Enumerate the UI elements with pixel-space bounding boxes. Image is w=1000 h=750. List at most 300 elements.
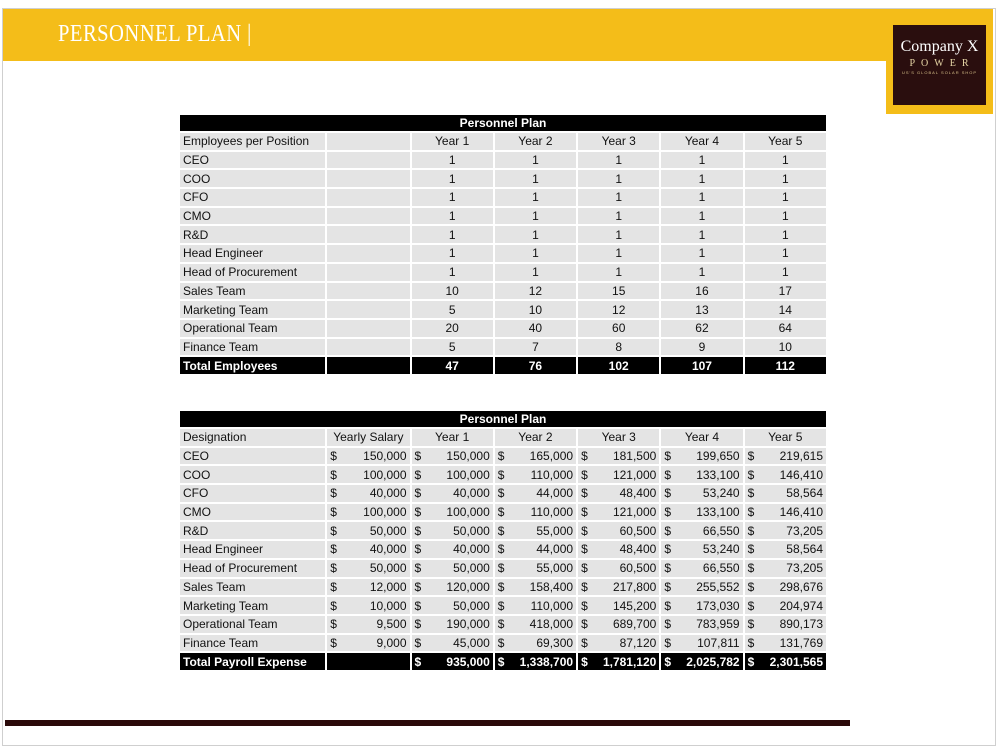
amount: 87,120 (619, 635, 657, 650)
row-label: Finance Team (180, 339, 325, 356)
amount: 158,400 (529, 579, 574, 594)
money-value (748, 486, 823, 500)
currency-symbol: $ (664, 486, 672, 501)
money-value (415, 524, 490, 538)
blank-cell (327, 170, 409, 187)
salary-cell (327, 466, 409, 483)
amount: 100,000 (446, 467, 490, 482)
header-year: Year 3 (578, 429, 659, 446)
amount: 150,000 (446, 449, 490, 464)
payroll-cell (745, 616, 826, 633)
salary-cell (327, 504, 409, 521)
payroll-cell (661, 635, 742, 652)
money-value (330, 486, 406, 500)
headcount-cell: 1 (578, 189, 659, 206)
payroll-cell (412, 448, 493, 465)
money-value (498, 655, 573, 669)
currency-symbol: $ (414, 542, 422, 557)
headcount-cell: 16 (661, 283, 742, 300)
table-row (180, 466, 826, 483)
salary-cell (327, 579, 409, 596)
header-year: Year 4 (661, 133, 742, 150)
blank-cell (327, 208, 409, 225)
table-row (180, 339, 826, 356)
amount: 53,240 (702, 542, 740, 557)
currency-symbol: $ (497, 449, 505, 464)
payroll-cell (495, 485, 576, 502)
amount: 12,000 (369, 579, 407, 594)
headcount-cell: 1 (745, 170, 826, 187)
currency-symbol: $ (581, 598, 588, 613)
blank-cell (327, 339, 409, 356)
amount: 9,000 (376, 635, 407, 650)
payroll-cell (412, 560, 493, 577)
total-cell: 102 (578, 357, 659, 374)
payroll-cell (745, 485, 826, 502)
payroll-cell (412, 466, 493, 483)
amount: 58,564 (786, 486, 823, 501)
total-label: Total Payroll Expense (180, 653, 325, 670)
currency-symbol: $ (747, 486, 755, 501)
currency-symbol: $ (497, 467, 505, 482)
payroll-cell (745, 448, 826, 465)
header-year: Year 5 (745, 133, 826, 150)
currency-symbol: $ (497, 523, 505, 538)
currency-symbol: $ (497, 561, 505, 576)
payroll-cell (578, 597, 659, 614)
currency-symbol: $ (330, 542, 337, 557)
headcount-cell: 10 (745, 339, 826, 356)
amount: 9,500 (376, 617, 407, 632)
table-title: Personnel Plan (180, 115, 826, 131)
table-row (180, 208, 826, 225)
currency-symbol: $ (330, 617, 337, 632)
currency-symbol: $ (747, 467, 755, 482)
money-value (415, 468, 490, 482)
currency-symbol: $ (330, 505, 337, 520)
amount: 60,500 (619, 561, 657, 576)
amount: 10,000 (369, 598, 407, 613)
currency-symbol: $ (414, 486, 422, 501)
amount: 50,000 (369, 561, 407, 576)
amount: 40,000 (369, 542, 407, 557)
row-label: Finance Team (180, 635, 325, 652)
headcount-cell: 12 (495, 283, 576, 300)
headcount-cell: 12 (578, 301, 659, 318)
headcount-cell: 5 (412, 301, 493, 318)
table-row (180, 448, 826, 465)
money-value (748, 542, 823, 556)
payroll-cell (745, 579, 826, 596)
headcount-cell: 1 (412, 189, 493, 206)
table-row (180, 320, 826, 337)
currency-symbol: $ (414, 523, 422, 538)
total-label: Total Employees (180, 357, 325, 374)
amount: 48,400 (619, 542, 657, 557)
money-value (581, 655, 656, 669)
money-value (498, 524, 573, 538)
money-value (664, 580, 739, 594)
amount: 110,000 (530, 467, 574, 482)
amount: 131,769 (779, 635, 823, 650)
money-value (498, 561, 573, 575)
amount: 40,000 (369, 486, 407, 501)
money-value (498, 580, 573, 594)
money-value (415, 542, 490, 556)
currency-symbol: $ (664, 598, 672, 613)
table-row (180, 301, 826, 318)
headcount-cell: 1 (412, 264, 493, 281)
payroll-cell (495, 597, 576, 614)
currency-symbol: $ (581, 654, 588, 669)
amount: 219,615 (779, 449, 823, 464)
currency-symbol: $ (497, 617, 505, 632)
amount: 1,781,120 (602, 654, 657, 669)
amount: 173,030 (696, 598, 740, 613)
payroll-cell (745, 560, 826, 577)
payroll-cell (578, 579, 659, 596)
money-value (581, 617, 656, 631)
money-value (498, 449, 573, 463)
money-value (748, 468, 823, 482)
blank-cell (327, 283, 409, 300)
currency-symbol: $ (747, 654, 755, 669)
amount: 145,200 (612, 598, 657, 613)
amount: 165,000 (529, 449, 574, 464)
money-value (748, 561, 823, 575)
amount: 44,000 (536, 542, 574, 557)
amount: 199,650 (696, 449, 740, 464)
salary-cell (327, 522, 409, 539)
payroll-cell (412, 485, 493, 502)
money-value (498, 505, 573, 519)
currency-symbol: $ (497, 598, 505, 613)
header-label: Designation (180, 429, 325, 446)
table-row (180, 579, 826, 596)
salary-cell (327, 635, 409, 652)
currency-symbol: $ (581, 542, 588, 557)
currency-symbol: $ (330, 523, 337, 538)
money-value (330, 524, 406, 538)
currency-symbol: $ (581, 449, 588, 464)
row-label: CEO (180, 448, 325, 465)
money-value (330, 449, 406, 463)
money-value (415, 505, 490, 519)
money-value (330, 599, 406, 613)
money-value (330, 561, 406, 575)
amount: 40,000 (453, 486, 490, 501)
payroll-cell (495, 541, 576, 558)
currency-symbol: $ (664, 561, 672, 576)
header-blank (327, 133, 409, 150)
currency-symbol: $ (747, 617, 755, 632)
payroll-cell (745, 635, 826, 652)
amount: 2,025,782 (686, 654, 740, 669)
headcount-cell: 1 (495, 189, 576, 206)
payroll-cell (412, 522, 493, 539)
header-year: Year 1 (412, 429, 493, 446)
money-value (664, 599, 739, 613)
headcount-cell: 1 (495, 208, 576, 225)
amount: 53,240 (702, 486, 740, 501)
money-value (664, 486, 739, 500)
headcount-cell: 1 (495, 152, 576, 169)
amount: 783,959 (696, 617, 740, 632)
company-logo (893, 25, 986, 105)
headcount-cell: 60 (578, 320, 659, 337)
payroll-cell (661, 541, 742, 558)
amount: 217,800 (612, 579, 657, 594)
money-value (581, 561, 656, 575)
headcount-cell: 1 (495, 170, 576, 187)
blank-cell (327, 357, 409, 374)
row-label: Head of Procurement (180, 560, 325, 577)
payroll-cell (495, 522, 576, 539)
headcount-cell: 64 (745, 320, 826, 337)
total-cell: 112 (745, 357, 826, 374)
amount: 107,811 (697, 635, 740, 650)
currency-symbol: $ (581, 579, 588, 594)
amount: 50,000 (453, 561, 490, 576)
currency-symbol: $ (497, 635, 505, 650)
blank-cell (327, 152, 409, 169)
payroll-cell (578, 504, 659, 521)
amount: 73,205 (786, 561, 823, 576)
row-label: Head Engineer (180, 541, 325, 558)
headcount-cell: 1 (745, 152, 826, 169)
amount: 190,000 (446, 617, 490, 632)
table-row (180, 152, 826, 169)
slide-title: PERSONNEL PLAN | (58, 21, 252, 47)
payroll-cell (412, 579, 493, 596)
headcount-cell: 62 (661, 320, 742, 337)
money-value (581, 636, 656, 650)
total-cell (661, 653, 742, 670)
currency-symbol: $ (664, 505, 672, 520)
currency-symbol: $ (581, 561, 588, 576)
payroll-cell (745, 466, 826, 483)
amount: 100,000 (363, 505, 407, 520)
payroll-cell (661, 616, 742, 633)
currency-symbol: $ (330, 598, 337, 613)
money-value (330, 580, 406, 594)
logo-tagline: US'S GLOBAL SOLAR SHOP (901, 70, 978, 75)
payroll-cell (661, 485, 742, 502)
currency-symbol: $ (664, 542, 672, 557)
payroll-cell (412, 597, 493, 614)
amount: 689,700 (612, 617, 657, 632)
currency-symbol: $ (330, 486, 337, 501)
money-value (498, 542, 573, 556)
table-row (180, 635, 826, 652)
payroll-cell (578, 448, 659, 465)
amount: 181,500 (612, 449, 657, 464)
amount: 50,000 (453, 598, 490, 613)
amount: 69,300 (536, 635, 574, 650)
money-value (415, 655, 490, 669)
currency-symbol: $ (664, 523, 672, 538)
payroll-cell (495, 504, 576, 521)
headcount-cell: 1 (412, 152, 493, 169)
total-cell: 76 (495, 357, 576, 374)
table-row (180, 170, 826, 187)
payroll-cell (578, 541, 659, 558)
row-label: Marketing Team (180, 301, 325, 318)
payroll-table (178, 409, 828, 672)
salary-cell (327, 597, 409, 614)
headcount-cell: 1 (745, 264, 826, 281)
table-row (180, 283, 826, 300)
currency-symbol: $ (414, 505, 422, 520)
payroll-cell (412, 504, 493, 521)
blank-cell (327, 245, 409, 262)
currency-symbol: $ (747, 579, 755, 594)
money-value (748, 580, 823, 594)
headcount-cell: 1 (661, 226, 742, 243)
currency-symbol: $ (581, 505, 588, 520)
total-row (180, 653, 826, 670)
headcount-cell: 1 (578, 152, 659, 169)
currency-symbol: $ (414, 617, 422, 632)
amount: 133,100 (696, 467, 740, 482)
money-value (748, 449, 823, 463)
amount: 55,000 (536, 561, 574, 576)
amount: 66,550 (702, 523, 740, 538)
blank-cell (327, 189, 409, 206)
headcount-cell: 1 (661, 245, 742, 262)
header-year: Year 3 (578, 133, 659, 150)
payroll-cell (578, 616, 659, 633)
money-value (330, 617, 406, 631)
currency-symbol: $ (581, 523, 588, 538)
amount: 1,338,700 (519, 654, 574, 669)
amount: 146,410 (779, 505, 823, 520)
money-value (415, 636, 490, 650)
currency-symbol: $ (414, 467, 422, 482)
currency-symbol: $ (414, 561, 422, 576)
money-value (581, 449, 656, 463)
money-value (581, 580, 656, 594)
amount: 55,000 (536, 523, 574, 538)
payroll-cell (495, 635, 576, 652)
payroll-cell (412, 616, 493, 633)
payroll-cell (661, 522, 742, 539)
headcount-cell: 1 (495, 245, 576, 262)
currency-symbol: $ (497, 505, 505, 520)
headcount-cell: 1 (745, 245, 826, 262)
amount: 45,000 (453, 635, 490, 650)
money-value (748, 655, 823, 669)
money-value (664, 655, 739, 669)
money-value (664, 617, 739, 631)
currency-symbol: $ (330, 561, 337, 576)
money-value (498, 486, 573, 500)
row-label: Sales Team (180, 283, 325, 300)
currency-symbol: $ (664, 654, 672, 669)
currency-symbol: $ (747, 598, 755, 613)
currency-symbol: $ (664, 579, 672, 594)
money-value (330, 505, 406, 519)
headcount-cell: 1 (661, 152, 742, 169)
money-value (664, 505, 739, 519)
headcount-cell: 1 (745, 189, 826, 206)
currency-symbol: $ (330, 467, 337, 482)
table-title-row (180, 411, 826, 427)
amount: 255,552 (696, 579, 740, 594)
money-value (581, 468, 656, 482)
headcount-cell: 1 (578, 264, 659, 281)
amount: 110,000 (530, 598, 574, 613)
row-label: R&D (180, 522, 325, 539)
currency-symbol: $ (747, 523, 755, 538)
amount: 40,000 (453, 542, 490, 557)
bottom-bar (5, 720, 850, 726)
header-label: Employees per Position (180, 133, 325, 150)
table-header-row (180, 133, 826, 150)
currency-symbol: $ (330, 449, 337, 464)
amount: 50,000 (453, 523, 490, 538)
money-value (581, 486, 656, 500)
money-value (415, 486, 490, 500)
headcount-cell: 1 (412, 170, 493, 187)
payroll-cell (578, 485, 659, 502)
headcount-cell: 20 (412, 320, 493, 337)
currency-symbol: $ (414, 635, 422, 650)
headcount-cell: 1 (412, 208, 493, 225)
headcount-cell: 1 (412, 245, 493, 262)
money-value (581, 599, 656, 613)
currency-symbol: $ (330, 635, 337, 650)
headcount-cell: 1 (661, 208, 742, 225)
row-label: Operational Team (180, 616, 325, 633)
money-value (498, 617, 573, 631)
payroll-cell (495, 448, 576, 465)
payroll-cell (745, 541, 826, 558)
payroll-cell (578, 635, 659, 652)
currency-symbol: $ (747, 635, 755, 650)
money-value (415, 561, 490, 575)
headcount-cell: 1 (578, 208, 659, 225)
table-row (180, 522, 826, 539)
payroll-cell (495, 616, 576, 633)
employees-per-position-table (178, 113, 828, 376)
headcount-cell: 15 (578, 283, 659, 300)
currency-symbol: $ (747, 449, 755, 464)
money-value (330, 636, 406, 650)
money-value (664, 561, 739, 575)
table-row (180, 504, 826, 521)
money-value (498, 636, 573, 650)
amount: 100,000 (446, 505, 490, 520)
money-value (748, 599, 823, 613)
headcount-cell: 1 (661, 189, 742, 206)
money-value (664, 636, 739, 650)
table-row (180, 597, 826, 614)
table-row (180, 189, 826, 206)
payroll-cell (661, 597, 742, 614)
row-label: CMO (180, 504, 325, 521)
amount: 121,000 (612, 505, 657, 520)
money-value (581, 524, 656, 538)
money-value (748, 617, 823, 631)
total-cell (412, 653, 493, 670)
amount: 204,974 (779, 598, 823, 613)
headcount-cell: 9 (661, 339, 742, 356)
salary-cell (327, 616, 409, 633)
row-label: Sales Team (180, 579, 325, 596)
headcount-cell: 17 (745, 283, 826, 300)
amount: 60,500 (619, 523, 657, 538)
